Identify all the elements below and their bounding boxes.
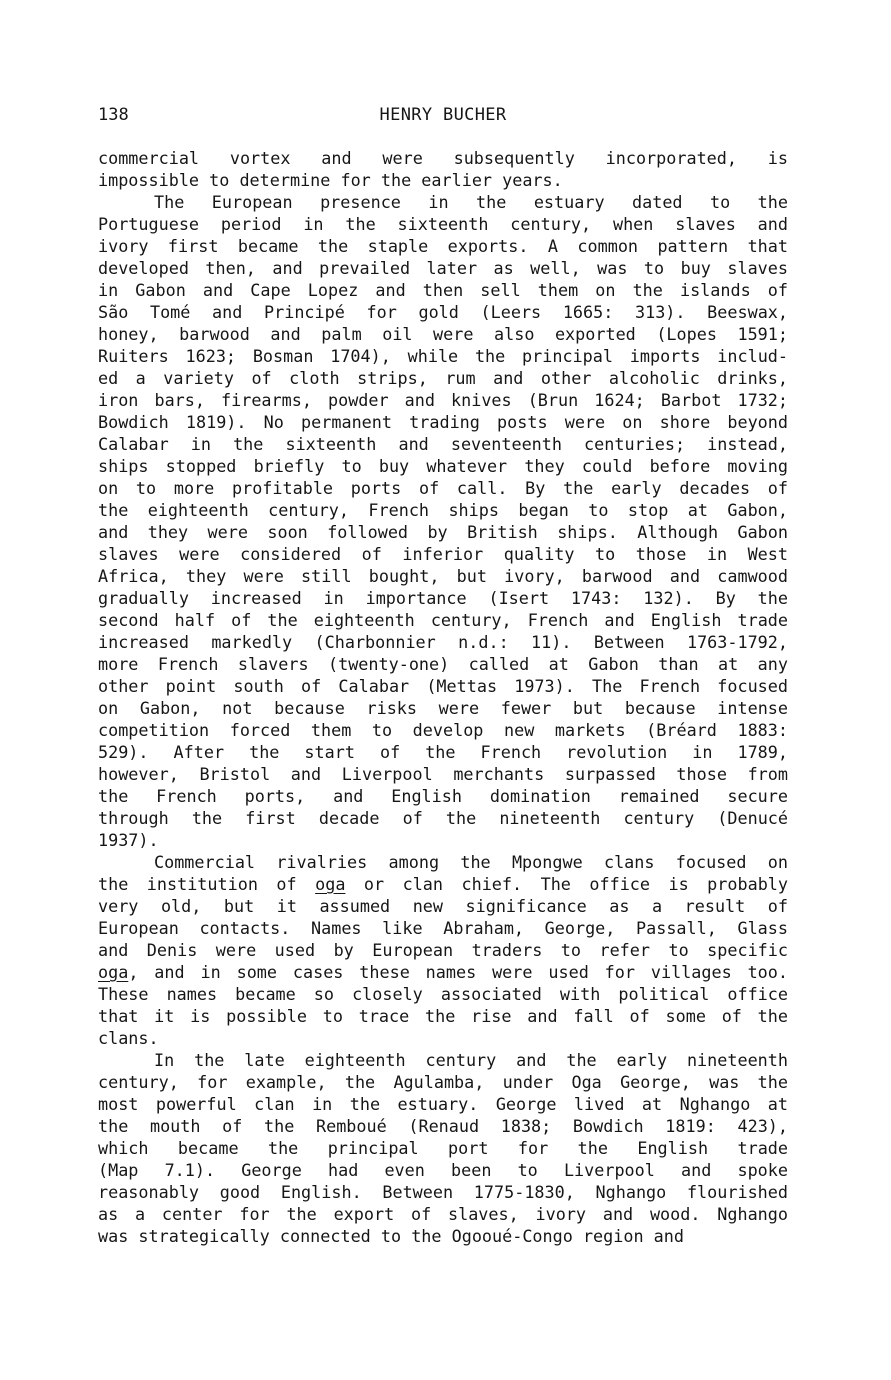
underlined-term: oga [315,874,346,894]
text-line: Commercial rivalries among the Mpongwe clans focused on [154,852,788,872]
running-head: HENRY BUCHER [379,105,507,125]
text-line: ships stopped briefly to buy whatever they could before moving [98,456,788,476]
text-line: São Tomé and Principé for gold (Leers 1665: 313). Beeswax, [98,302,788,322]
text-line: slaves were considered of inferior quality to those in West [98,544,788,564]
text-line: as a center for the export of slaves, ivory and wood. Nghango [98,1204,788,1224]
text-line: however, Bristol and Liverpool merchants surpassed those from [98,764,788,784]
text-line: and Denis were used by European traders to refer to specific [98,940,788,960]
text-line: century, for example, the Agulamba, under Oga George, was the [98,1072,788,1092]
text-line: The European presence in the estuary dated to the [154,192,788,212]
text-line: European contacts. Names like Abraham, George, Passall, Glass [98,918,788,938]
text-line: These names became so closely associated with political office [98,984,788,1004]
text-line: gradually increased in importance (Isert 1743: 132). By the [98,588,788,608]
text-line: impossible to determine for the earlier years. [98,170,563,190]
text-line: honey, barwood and palm oil were also exported (Lopes 1591; [98,324,788,344]
text-line: developed then, and prevailed later as well, was to buy slaves [98,258,788,278]
text-line: Africa, they were still bought, but ivory, barwood and camwood [98,566,788,586]
text-line: clans. [98,1028,159,1048]
text-line: that it is possible to trace the rise and fall of some of the [98,1006,788,1026]
paragraph [98,147,788,191]
page-number: 138 [98,105,129,125]
body-text [98,147,788,1247]
text-line: (Map 7.1). George had even been to Liverpool and spoke [98,1160,788,1180]
text-line: competition forced them to develop new markets (Bréard 1883: [98,720,788,740]
paragraph [98,851,788,1049]
text-line: which became the principal port for the English trade [98,1138,788,1158]
text-line: most powerful clan in the estuary. George lived at Nghango at [98,1094,788,1114]
text-line: was strategically connected to the Ogooué-Congo region and [98,1226,684,1246]
text-line: In the late eighteenth century and the early nineteenth [154,1050,788,1070]
paragraph [98,1049,788,1247]
text-line: Portuguese period in the sixteenth century, when slaves and [98,214,788,234]
text-line: Ruiters 1623; Bosman 1704), while the principal imports includ- [98,346,788,366]
text-line: through the first decade of the nineteenth century (Denucé [98,808,788,828]
text-line: Bowdich 1819). No permanent trading posts were on shore beyond [98,412,788,432]
text-line: reasonably good English. Between 1775-1830, Nghango flourished [98,1182,788,1202]
text-line: the French ports, and English domination remained secure [98,786,788,806]
page-header [98,103,788,127]
text-line: increased markedly (Charbonnier n.d.: 11). Between 1763-1792, [98,632,788,652]
text-line: the institution of oga or clan chief. The office is probably [98,874,788,894]
text-line: the eighteenth century, French ships began to stop at Gabon, [98,500,788,520]
text-line: iron bars, firearms, powder and knives (Brun 1624; Barbot 1732; [98,390,788,410]
text-line: very old, but it assumed new significance as a result of [98,896,788,916]
text-line: commercial vortex and were subsequently incorporated, is [98,148,788,168]
text-line: more French slavers (twenty-one) called at Gabon than at any [98,654,788,674]
text-line: the mouth of the Remboué (Renaud 1838; Bowdich 1819: 423), [98,1116,788,1136]
text-line: on Gabon, not because risks were fewer but because intense [98,698,788,718]
text-line: in Gabon and Cape Lopez and then sell them on the islands of [98,280,788,300]
text-line: oga, and in some cases these names were used for villages too. [98,962,788,982]
paragraph [98,191,788,851]
text-line: and they were soon followed by British ships. Although Gabon [98,522,788,542]
text-line: Calabar in the sixteenth and seventeenth centuries; instead, [98,434,788,454]
underlined-term: oga [98,962,129,982]
text-line: 1937). [98,830,159,850]
text-line: other point south of Calabar (Mettas 1973). The French focused [98,676,788,696]
text-line: second half of the eighteenth century, French and English trade [98,610,788,630]
text-line: ivory first became the staple exports. A common pattern that [98,236,788,256]
text-line: on to more profitable ports of call. By the early decades of [98,478,788,498]
text-line: ed a variety of cloth strips, rum and other alcoholic drinks, [98,368,788,388]
text-line: 529). After the start of the French revolution in 1789, [98,742,788,762]
